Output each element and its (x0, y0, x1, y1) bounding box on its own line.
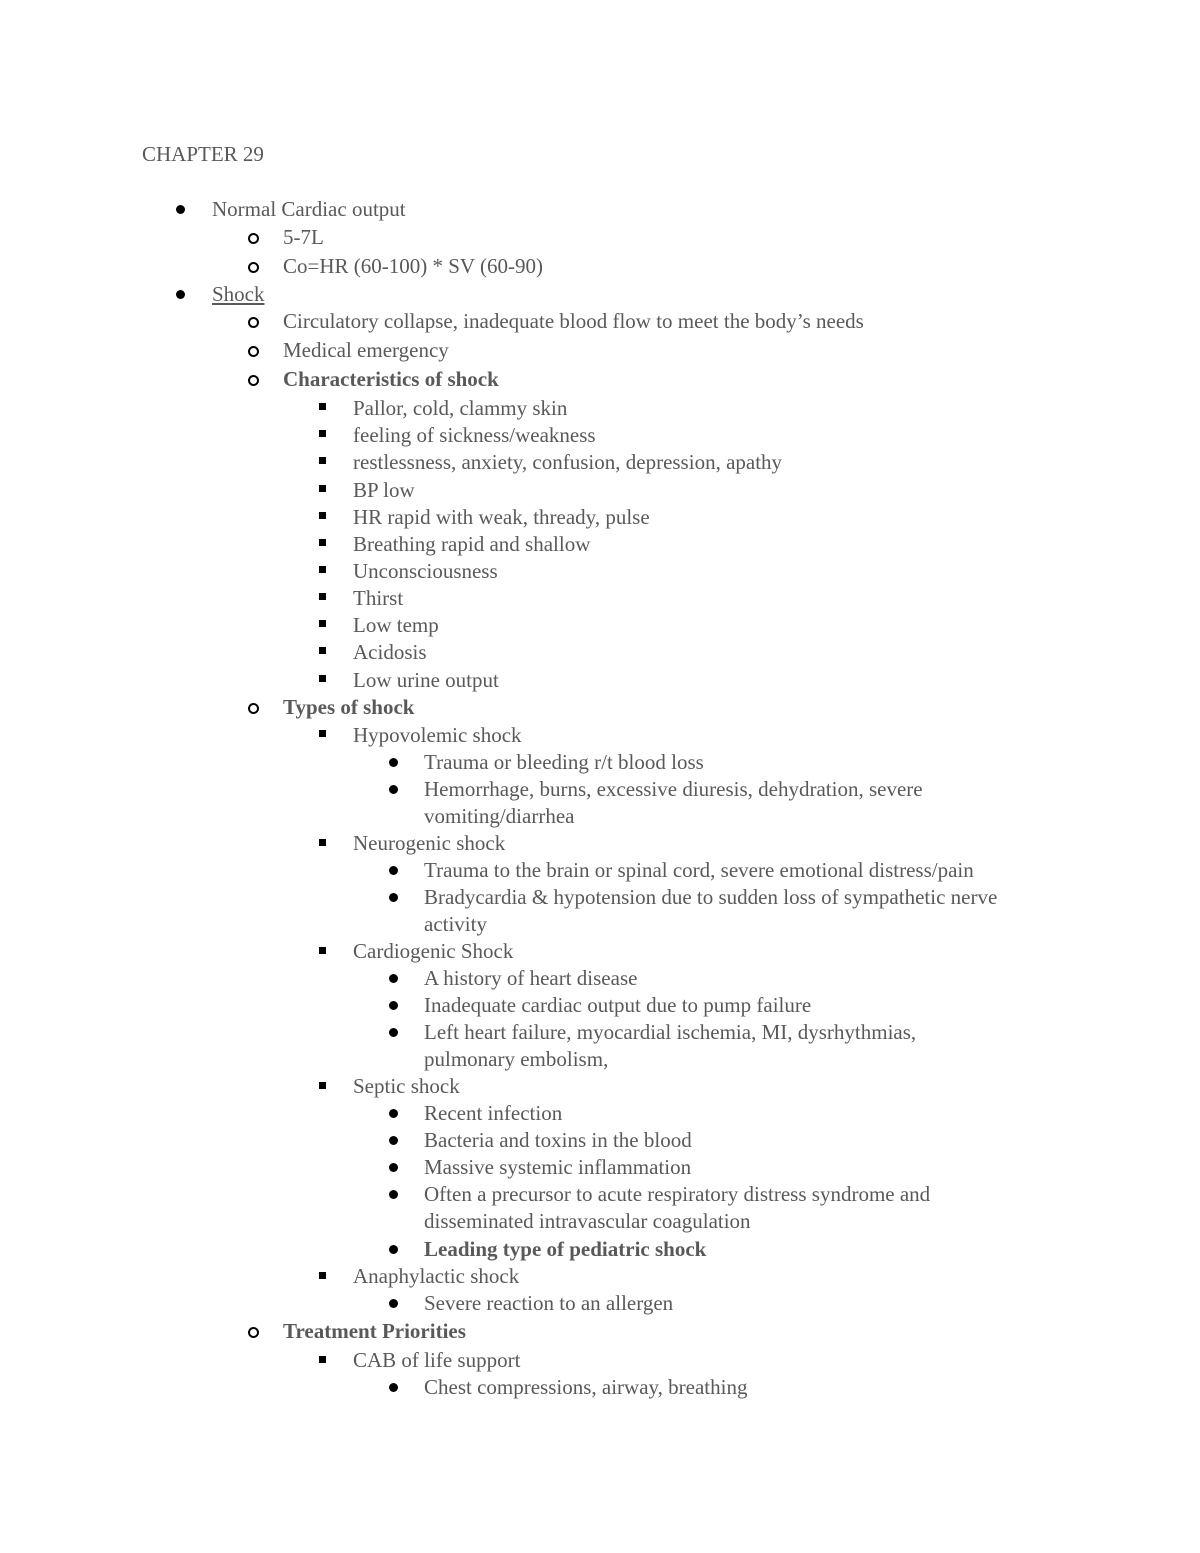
list-item-characteristic: BP low (353, 478, 415, 502)
bullet-square-icon (319, 593, 326, 600)
bullet-disc-icon (389, 1190, 398, 1199)
bullet-disc-icon (389, 1245, 398, 1254)
bullet-disc-icon (389, 1163, 398, 1172)
list-item-cab: Chest compressions, airway, breathing (424, 1375, 748, 1399)
bullet-disc-icon (176, 290, 185, 299)
shock-type-septic: Septic shock (353, 1074, 460, 1098)
shock-type-neurogenic: Neurogenic shock (353, 831, 506, 855)
bullet-disc-icon (389, 1299, 398, 1308)
bullet-square-icon (319, 457, 326, 464)
list-item-characteristic: restlessness, anxiety, confusion, depression, apathy (353, 450, 783, 474)
bullet-disc-icon (389, 866, 398, 875)
list-item-characteristic: HR rapid with weak, thready, pulse (353, 505, 650, 529)
list-item-cardiogenic: A history of heart disease (424, 966, 638, 990)
bullet-disc-icon (389, 1383, 398, 1392)
list-item-cardiogenic: Left heart failure, myocardial ischemia, MI, dysrhythmias, pulmonary embolism, (424, 1020, 917, 1071)
list-item-neurogenic: Bradycardia & hypotension due to sudden loss of sympathetic nerve activity (424, 885, 998, 936)
bullet-disc-icon (389, 1028, 398, 1037)
list-item-characteristic: Acidosis (353, 640, 427, 664)
bullet-circle-icon (248, 703, 259, 714)
bullet-square-icon (319, 430, 326, 437)
bullet-square-icon (319, 566, 326, 573)
bullet-disc-icon (389, 1109, 398, 1118)
bullet-square-icon (319, 512, 326, 519)
list-item-characteristic: feeling of sickness/weakness (353, 423, 596, 447)
shock-type-hypovolemic: Hypovolemic shock (353, 723, 522, 747)
treatment-heading: Treatment Priorities (283, 1319, 466, 1343)
bullet-circle-icon (248, 262, 259, 273)
list-item-septic-emphasis: Leading type of pediatric shock (424, 1237, 707, 1261)
list-item-septic: Recent infection (424, 1101, 563, 1125)
bullet-square-icon (319, 485, 326, 492)
bullet-circle-icon (248, 346, 259, 357)
bullet-square-icon (319, 675, 326, 682)
list-item-characteristic: Low temp (353, 613, 439, 637)
bullet-circle-icon (248, 1327, 259, 1338)
bullet-disc-icon (389, 974, 398, 983)
bullet-disc-icon (389, 1136, 398, 1145)
bullet-disc-icon (176, 205, 185, 214)
list-item-cardiac-heading: Normal Cardiac output (212, 197, 406, 221)
list-item-characteristic: Low urine output (353, 668, 499, 692)
list-item-shock-heading: Shock (212, 282, 265, 306)
bullet-square-icon (319, 839, 326, 846)
bullet-square-icon (319, 647, 326, 654)
list-item-cardiac-1: 5-7L (283, 225, 324, 249)
bullet-disc-icon (389, 893, 398, 902)
bullet-square-icon (319, 947, 326, 954)
chapter-title: CHAPTER 29 (142, 142, 264, 166)
bullet-disc-icon (389, 785, 398, 794)
shock-type-anaphylactic: Anaphylactic shock (353, 1264, 520, 1288)
bullet-disc-icon (389, 758, 398, 767)
bullet-square-icon (319, 1272, 326, 1279)
list-item-shock-2: Medical emergency (283, 338, 449, 362)
bullet-circle-icon (248, 317, 259, 328)
characteristics-heading: Characteristics of shock (283, 367, 499, 391)
bullet-square-icon (319, 403, 326, 410)
list-item-cardiac-2: Co=HR (60-100) * SV (60-90) (283, 254, 543, 278)
list-item-septic: Often a precursor to acute respiratory distress syndrome and disseminated intravascular coagulation (424, 1182, 931, 1233)
list-item-hypovolemic: Trauma or bleeding r/t blood loss (424, 750, 704, 774)
treatment-cab: CAB of life support (353, 1348, 521, 1372)
types-heading: Types of shock (283, 695, 415, 719)
list-item-anaphylactic: Severe reaction to an allergen (424, 1291, 674, 1315)
list-item-septic: Massive systemic inflammation (424, 1155, 692, 1179)
bullet-circle-icon (248, 375, 259, 386)
shock-type-cardiogenic: Cardiogenic Shock (353, 939, 514, 963)
list-item-characteristic: Thirst (353, 586, 404, 610)
bullet-square-icon (319, 1082, 326, 1089)
list-item-characteristic: Pallor, cold, clammy skin (353, 396, 568, 420)
bullet-square-icon (319, 539, 326, 546)
bullet-circle-icon (248, 233, 259, 244)
bullet-square-icon (319, 730, 326, 737)
list-item-hypovolemic: Hemorrhage, burns, excessive diuresis, dehydration, severe vomiting/diarrhea (424, 777, 923, 828)
list-item-characteristic: Breathing rapid and shallow (353, 532, 591, 556)
list-item-cardiogenic: Inadequate cardiac output due to pump failure (424, 993, 812, 1017)
bullet-square-icon (319, 1356, 326, 1363)
bullet-square-icon (319, 620, 326, 627)
list-item-characteristic: Unconsciousness (353, 559, 498, 583)
list-item-septic: Bacteria and toxins in the blood (424, 1128, 692, 1152)
list-item-neurogenic: Trauma to the brain or spinal cord, severe emotional distress/pain (424, 858, 974, 882)
list-item-shock-1: Circulatory collapse, inadequate blood flow to meet the body’s needs (283, 309, 864, 333)
bullet-disc-icon (389, 1001, 398, 1010)
